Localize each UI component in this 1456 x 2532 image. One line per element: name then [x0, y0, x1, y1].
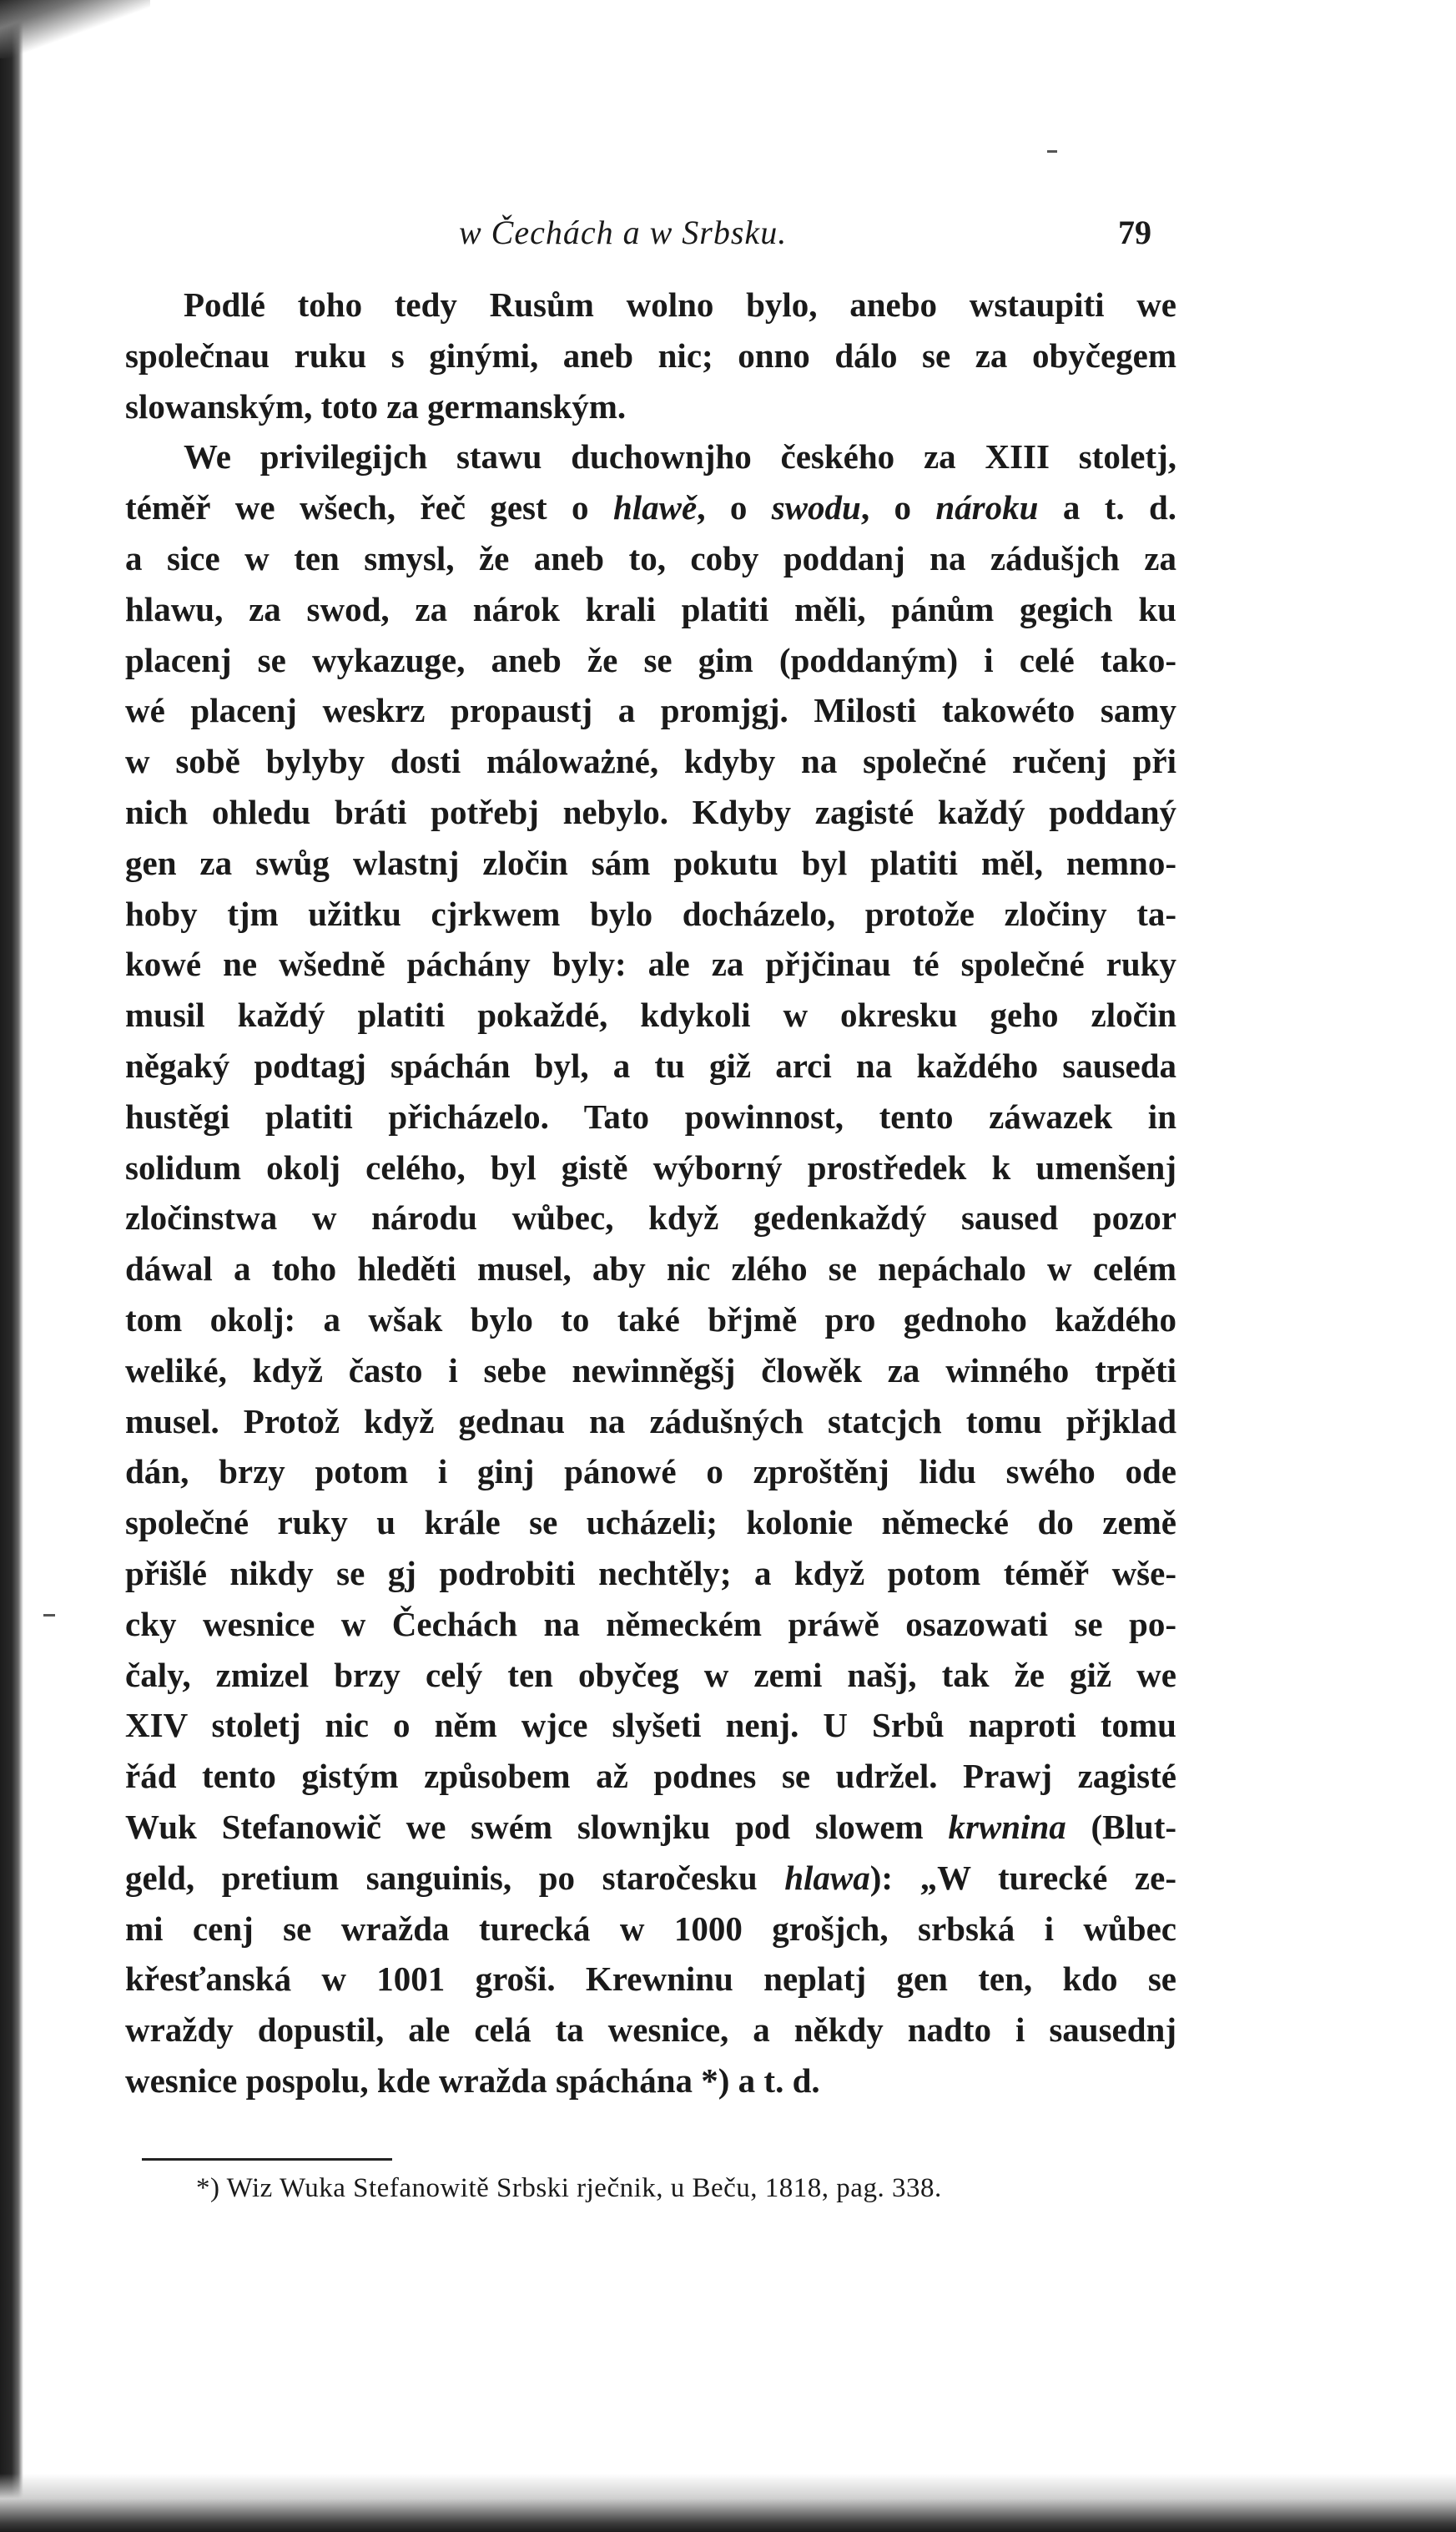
text-segment: , o	[697, 488, 748, 527]
text-line: slowanským, toto za germanským.	[125, 386, 627, 426]
text-segment: (Blut-	[1091, 1807, 1176, 1846]
text-line: řád tento gistým způsobem až podnes se udržel. Prawj zagisté	[125, 1757, 1176, 1796]
text-line: společnau ruku s ginými, aneb nic; onno dálo se za obyčegem	[125, 335, 1176, 375]
text-line: Podlé toho tedy Rusům wolno bylo, anebo wstaupiti we	[184, 285, 1176, 324]
emphasis-swodu: swodu	[771, 488, 861, 527]
text-segment: ): „W turecké ze-	[869, 1858, 1176, 1897]
emphasis-hlawa: hlawa	[784, 1858, 870, 1897]
text-segment: , o	[860, 488, 911, 527]
text-line: placenj se wykazuge, aneb že se gim (poddaným) i celé tako-	[125, 640, 1176, 679]
text-line: nich ohledu bráti potřebj nebylo. Kdyby zagisté každý poddaný	[125, 792, 1176, 831]
text-line-with-emphasis	[125, 1802, 1176, 1853]
text-line: wesnice pospolu, kde wražda spáchána *) a t. d.	[125, 2060, 820, 2100]
text-line: přišlé nikdy se gj podrobiti nechtěly; a když potom téměř wše-	[125, 1553, 1176, 1592]
text-line: musel. Protož když gednau na zádušných statcjch tomu přjklad	[125, 1401, 1176, 1440]
text-line: společné ruky u krále se ucházeli; kolonie německé do země	[125, 1503, 1176, 1542]
text-line: hustěgi platiti přicházelo. Tato powinnost, tento záwazek in	[125, 1097, 1176, 1136]
scan-corner-shadow	[0, 0, 150, 58]
running-title: w Čechách a w Srbsku.	[459, 214, 788, 251]
scan-speck	[1047, 150, 1057, 153]
text-line: hlawu, za swod, za nárok krali platiti měli, pánům gegich ku	[125, 589, 1176, 628]
text-line: tom okolj: a wšak bylo to také břjmě pro gednoho každého	[125, 1299, 1176, 1339]
scan-bottom-border	[0, 2474, 1456, 2532]
scan-left-border	[0, 0, 23, 2532]
text-line: weliké, když často i sebe newinněgšj člowěk za winného trpěti	[125, 1350, 1176, 1390]
text-line: křesťanská w 1001 groši. Krewninu neplatj gen ten, kdo se	[125, 1960, 1176, 1999]
text-segment: téměř we wšech, řeč gest o	[125, 488, 589, 527]
text-segment: Wuk Stefanowič we swém slownjku pod slowem	[125, 1807, 924, 1846]
emphasis-hlawe: hlawě	[612, 488, 698, 527]
text-line: w sobě bylyby dosti máloważné, kdyby na společné ručenj při	[125, 742, 1176, 781]
text-line: We privilegijch stawu duchownjho českého za XIII stoletj,	[184, 437, 1176, 477]
text-line: cky wesnice w Čechách na německém práwě osazowati se po-	[125, 1604, 1176, 1643]
emphasis-krwnina: krwnina	[948, 1807, 1066, 1846]
text-line: gen za swůg wlastnj zločin sám pokutu byl platiti měl, nemno-	[125, 843, 1176, 882]
text-line: mi cenj se wražda turecká w 1000 grošjch, srbská i wůbec	[125, 1909, 1176, 1948]
text-line: zločinstwa w národu wůbec, když gedenkaždý saused pozor	[125, 1198, 1176, 1238]
text-line: solidum okolj celého, byl gistě wýborný prostředek k umenšenj	[125, 1147, 1176, 1187]
text-line: musil každý platiti pokaždé, kdykoli w okresku geho zločin	[125, 996, 1176, 1035]
footnote: *) Wiz Wuka Stefanowitě Srbski rječnik, u Beču, 1818, pag. 338.	[196, 2173, 942, 2203]
text-line: dán, brzy potom i ginj pánowé o zproštěnj lidu swého ode	[125, 1452, 1176, 1491]
text-line: XIV stoletj nic o něm wjce slyšeti nenj. U Srbů naproti tomu	[125, 1706, 1176, 1745]
text-line-with-emphasis	[125, 1853, 1176, 1904]
text-line: něgaký podtagj spáchán byl, a tu giž arci na každého sauseda	[125, 1046, 1176, 1085]
text-segment: a t. d.	[1062, 488, 1176, 527]
page-number: 79	[1118, 214, 1151, 251]
page-body	[125, 280, 1176, 2106]
footnote-rule	[142, 2158, 392, 2161]
text-line-with-emphasis	[125, 482, 1176, 533]
scan-speck	[43, 1614, 55, 1617]
text-line: dáwal a toho hleděti musel, aby nic zlého se nepáchalo w celém	[125, 1249, 1176, 1289]
text-line: wraždy dopustil, ale celá ta wesnice, a někdy nadto i sausednj	[125, 2010, 1176, 2050]
text-line: wé placenj weskrz propaustj a promjgj. Milosti takowéto samy	[125, 691, 1176, 730]
text-line: kowé ne wšedně páchány byly: ale za přjčinau té společné ruky	[125, 945, 1176, 984]
text-segment: geld, pretium sanguinis, po staročesku	[125, 1858, 758, 1897]
text-line: hoby tjm užitku cjrkwem bylo docházelo, protože zločiny ta-	[125, 894, 1176, 933]
running-head	[125, 213, 1151, 263]
emphasis-naroku: nároku	[935, 488, 1039, 527]
text-line: a sice w ten smysl, že aneb to, coby poddanj na zádušjch za	[125, 538, 1176, 578]
text-line: čaly, zmizel brzy celý ten obyčeg w zemi našj, tak že giž we	[125, 1655, 1176, 1694]
